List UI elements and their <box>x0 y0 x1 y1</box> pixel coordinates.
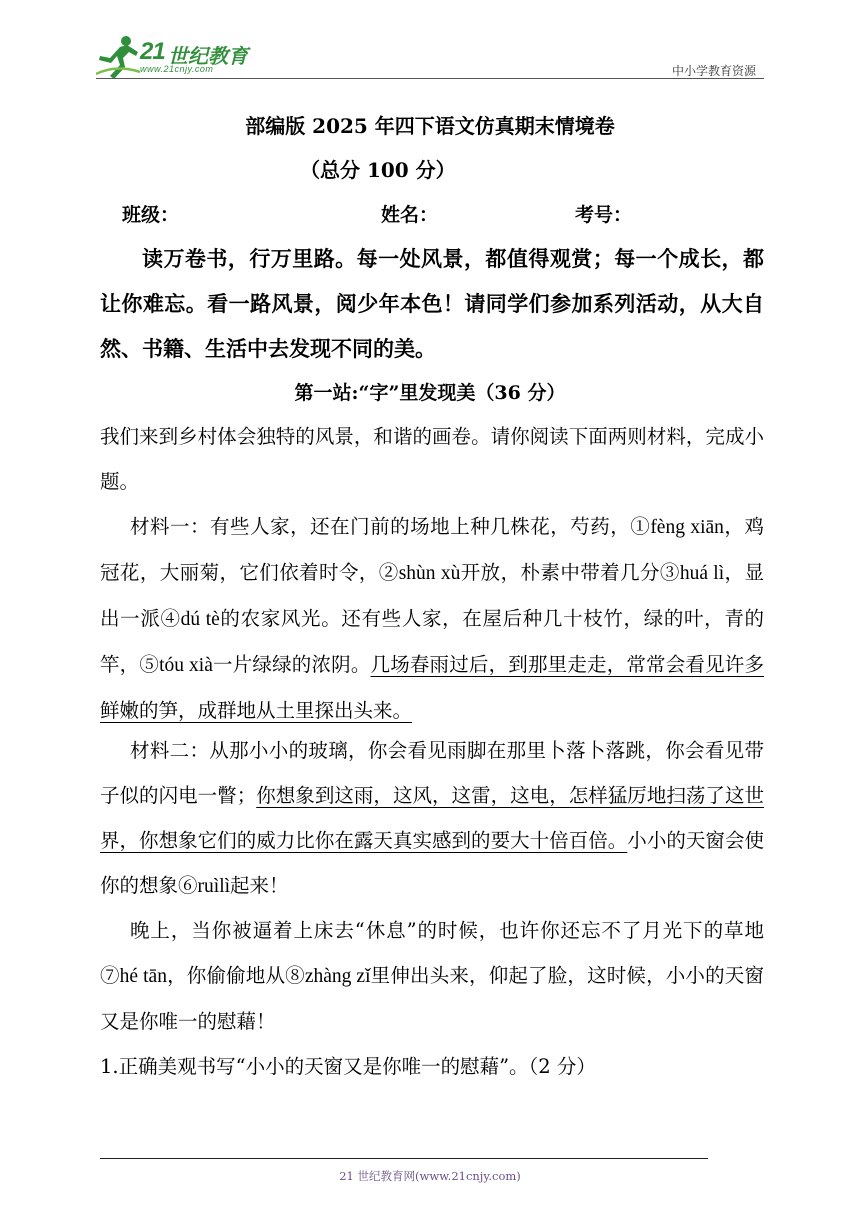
page-title: 部编版 2025 年四下语文仿真期末情境卷 <box>245 114 615 138</box>
logo-text: 世纪教育 <box>168 44 248 68</box>
text-segment: ，你偷偷地从 <box>166 964 286 987</box>
text-segment: 里伸出头来，仰起了脸，这时候，小小的天窗又是你唯一的慰藉！ <box>100 964 764 1033</box>
text-segment: ，显出一派 <box>100 561 764 630</box>
circled-number-2: ② <box>378 561 399 584</box>
intro-paragraph: 读万卷书，行万里路。每一处风景，都值得观赏；每一个成长，都让你难忘。看一路风景，阅少年本色！请同学们参加系列活动，从大自然、书籍、生活中去发现不同的美。 <box>100 246 764 361</box>
text-segment: 晚上，当你被逼着上床去“休息”的时候，也许你还忘不了月光下的草地 <box>130 919 764 942</box>
underlined-sentence: 你想象到这雨，这风，这雷，这电，怎样猛厉地扫荡了这世界，你想象它们的威力比你在露天真实感到的要大十倍百倍。 <box>100 784 764 852</box>
text-segment: 材料一：有些人家，还在门前的场地上种几株花，芍药， <box>130 515 631 538</box>
pinyin-blank-8: zhàng zǐ <box>304 966 371 987</box>
footer-divider <box>100 1158 708 1159</box>
underlined-sentence: 几场春雨过后，到那里走走，常常会看见许多鲜嫩的笋，成群地从土里探出头来。 <box>100 653 764 722</box>
text-segment: 起来！ <box>230 874 289 897</box>
pinyin-blank-1: fèng xiān <box>650 517 724 538</box>
material-two-paragraph <box>100 728 764 909</box>
runner-icon <box>96 34 140 80</box>
pinyin-blank-6: ruìlì <box>197 876 231 897</box>
text-segment: 一片绿绿的浓阴。 <box>212 653 371 676</box>
question-1: 1.正确美观书写“小小的天窗又是你唯一的慰藉”。（2 分） <box>100 1055 596 1078</box>
pinyin-blank-5: tóu xià <box>159 655 213 676</box>
header-right-text: 中小学教育资源 <box>671 64 756 78</box>
material-one-paragraph <box>100 504 764 733</box>
pinyin-blank-3: huá lì <box>679 563 725 584</box>
text-segment: ，鸡冠花，大丽菊，它们依着时令， <box>100 515 764 584</box>
instruction-paragraph: 我们来到乡村体会独特的风景，和谐的画卷。请你阅读下面两则材料，完成小题。 <box>100 425 764 493</box>
text-segment: 小小的天窗会使你的想象 <box>100 829 764 897</box>
circled-number-1: ① <box>630 515 651 538</box>
class-label: 班级： <box>122 204 180 226</box>
circled-number-5: ⑤ <box>139 653 160 676</box>
circled-number-4: ④ <box>160 607 181 630</box>
pinyin-blank-4: dú tè <box>180 609 220 630</box>
circled-number-3: ③ <box>659 561 680 584</box>
pinyin-blank-2: shùn xù <box>398 563 461 584</box>
circled-number-6: ⑥ <box>178 874 198 897</box>
exam-number-label: 考号： <box>575 204 633 226</box>
footer-text[interactable]: 21 世纪教育网(www.21cnjy.com) <box>339 1169 521 1183</box>
logo-number: 21 <box>140 38 165 65</box>
pinyin-blank-7: hé tān <box>119 966 167 987</box>
total-score: （总分 100 分） <box>300 158 456 182</box>
name-label: 姓名： <box>381 204 439 226</box>
material-three-paragraph <box>100 908 764 1044</box>
text-segment: 开放，朴素中带着几分 <box>460 561 660 584</box>
text-segment: 材料二：从那小小的玻璃，你会看见雨脚在那里卜落卜落跳，你会看见带子似的闪电一瞥； <box>100 739 764 807</box>
logo-url: www.21cnjy.com <box>140 64 214 74</box>
header-divider <box>96 78 764 79</box>
circled-number-7: ⑦ <box>100 964 120 987</box>
site-logo <box>96 34 266 80</box>
circled-number-8: ⑧ <box>285 964 305 987</box>
section-title: 第一站:“字”里发现美（36 分） <box>294 382 566 404</box>
text-segment: 的农家风光。还有些人家，在屋后种几十枝竹，绿的叶，青的竿， <box>100 607 764 676</box>
